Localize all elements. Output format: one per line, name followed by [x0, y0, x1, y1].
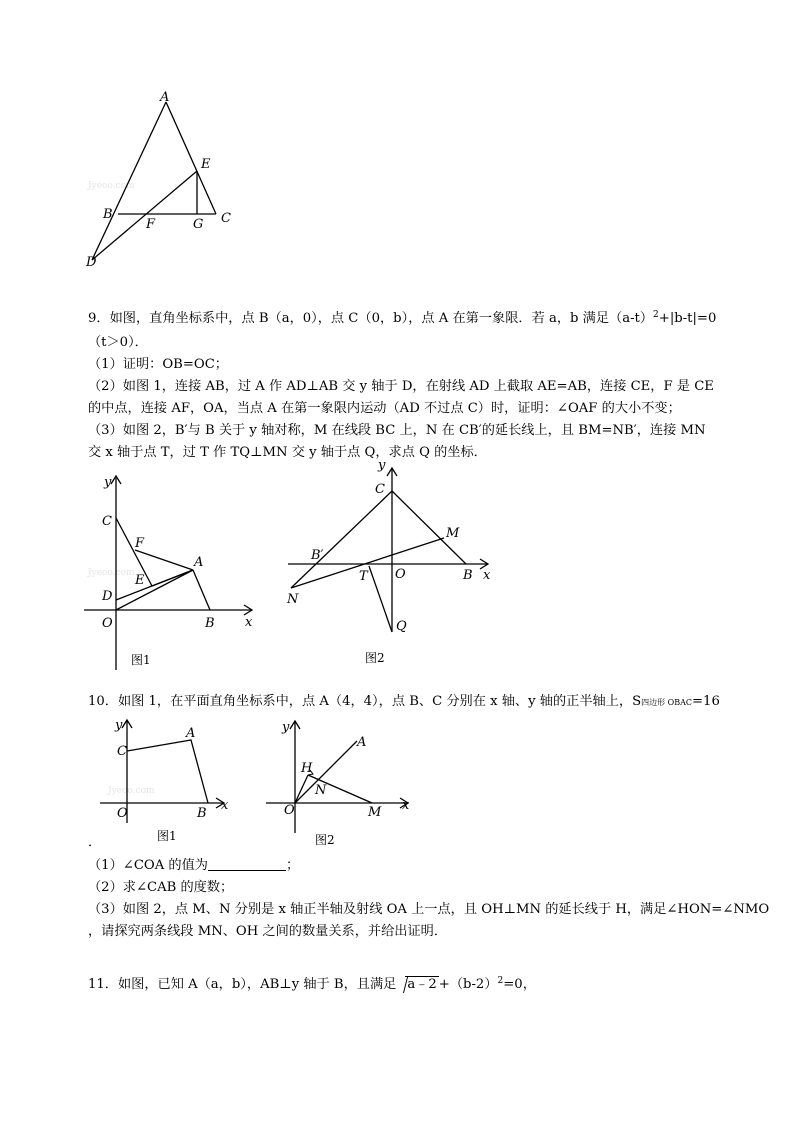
label-y: y	[378, 458, 386, 473]
label-H: H	[301, 761, 313, 776]
label-C: C	[117, 744, 127, 759]
label-A: A	[194, 555, 204, 570]
label-O: O	[117, 806, 128, 821]
q10-part3-line2: ，请探究两条线段 MN、OH 之间的数量关系，并给出证明．	[88, 924, 448, 939]
figure-10-1	[100, 713, 245, 850]
label-B-prime: B′	[311, 548, 324, 563]
figure-line	[291, 491, 392, 588]
figure-caption: 图2	[365, 651, 385, 665]
label-D: D	[86, 255, 97, 270]
figure-caption: 图1	[157, 829, 177, 843]
figure-9-1	[80, 470, 265, 670]
q9-line1: 9．如图，直角坐标系中，点 B（a，0），点 C（0，b），点 A 在第一象限．若 a，b 满足$(a-t)^2+|b-t|=0$	[88, 310, 717, 326]
figure-caption: 图2	[315, 833, 335, 847]
q9-part1: （1）证明：OB=OC；	[88, 357, 228, 372]
q9-part3-line2: 交 x 轴于点 T，过 T 作 TQ⊥MN 交 y 轴于点 Q，求点 Q 的坐标．	[88, 445, 487, 460]
label-Q: Q	[396, 619, 407, 634]
label-C: C	[221, 211, 231, 226]
label-O: O	[284, 803, 295, 818]
figure-line	[295, 775, 308, 803]
answer-blank[interactable]	[208, 857, 286, 871]
label-x: x	[483, 568, 491, 583]
label-D: D	[102, 589, 113, 604]
q10-part2: （2）求∠CAB 的度数；	[88, 880, 234, 895]
label-B: B	[197, 806, 207, 821]
label-E: E	[201, 157, 211, 172]
q9-part3-line1: （3）如图 2，B′与 B 关于 y 轴对称，M 在线段 BC 上，N 在 CB′的延长线上，且 BM=NB′，连接 MN	[88, 423, 706, 438]
figure-line	[193, 570, 210, 610]
label-M: M	[368, 805, 382, 820]
label-G: G	[193, 217, 204, 232]
label-x: x	[245, 615, 253, 630]
label-B: B	[205, 616, 215, 631]
watermark: Jyeoo.com	[88, 181, 135, 191]
figure-10-2	[262, 713, 422, 850]
label-x: x	[221, 798, 229, 813]
label-B: B	[463, 568, 473, 583]
label-N: N	[287, 592, 299, 607]
q10-line1: 10．如图 1，在平面直角坐标系中，点 A（4，4），点 B、C 分别在 x 轴、y 轴的正半轴上，S四边形 OBAC=16	[88, 694, 720, 709]
q11-line1: 11．如图，已知 A（a，b），AB⊥y 轴于 B，且满足 a﹣2 $+(b-2)^2=0$，	[88, 976, 536, 992]
watermark: Jyeoo.com	[108, 786, 155, 796]
q9-part2-line1: （2）如图 1，连接 AB，过 A 作 AD⊥AB 交 y 轴于 D，在射线 AD 上截取 AE=AB，连接 CE，F 是 CE	[88, 379, 714, 394]
figure-caption: 图1	[131, 653, 151, 667]
q10-part1: （1）∠COA 的值为 ；	[88, 858, 300, 873]
label-B: B	[103, 207, 113, 222]
q10-trailing-period: ．	[88, 835, 102, 850]
label-F: F	[146, 217, 156, 232]
label-C: C	[375, 482, 385, 497]
q9-part2-line2: 的中点，连接 AF，OA，当点 A 在第一象限内运动（AD 不过点 C）时，证明：∠OAF 的大小不变；	[88, 401, 681, 416]
label-O: O	[102, 616, 113, 631]
label-M: M	[446, 526, 460, 541]
label-y: y	[115, 718, 123, 733]
q9-line2: （t＞0）．	[88, 335, 148, 350]
label-N: N	[315, 783, 327, 798]
watermark: Jyeoo.com	[88, 568, 135, 578]
triangle-figure	[80, 88, 250, 273]
label-O: O	[395, 567, 406, 582]
label-y: y	[104, 475, 112, 490]
figure-line	[135, 550, 193, 570]
label-A: A	[357, 735, 367, 750]
label-F: F	[135, 536, 145, 551]
label-x: x	[402, 798, 410, 813]
label-C: C	[102, 514, 112, 529]
label-A: A	[160, 90, 170, 105]
label-A: A	[186, 726, 196, 741]
q10-part3-line1: （3）如图 2，点 M、N 分别是 x 轴正半轴及射线 OA 上一点，且 OH⊥MN 的延长线于 H，满足∠HON=∠NMO	[88, 902, 770, 917]
label-E: E	[135, 573, 145, 588]
label-y: y	[282, 720, 290, 735]
figure-line	[369, 566, 392, 632]
figure-9-2	[283, 456, 503, 671]
label-T: T	[359, 569, 368, 584]
square-root: a﹣2	[396, 975, 438, 994]
